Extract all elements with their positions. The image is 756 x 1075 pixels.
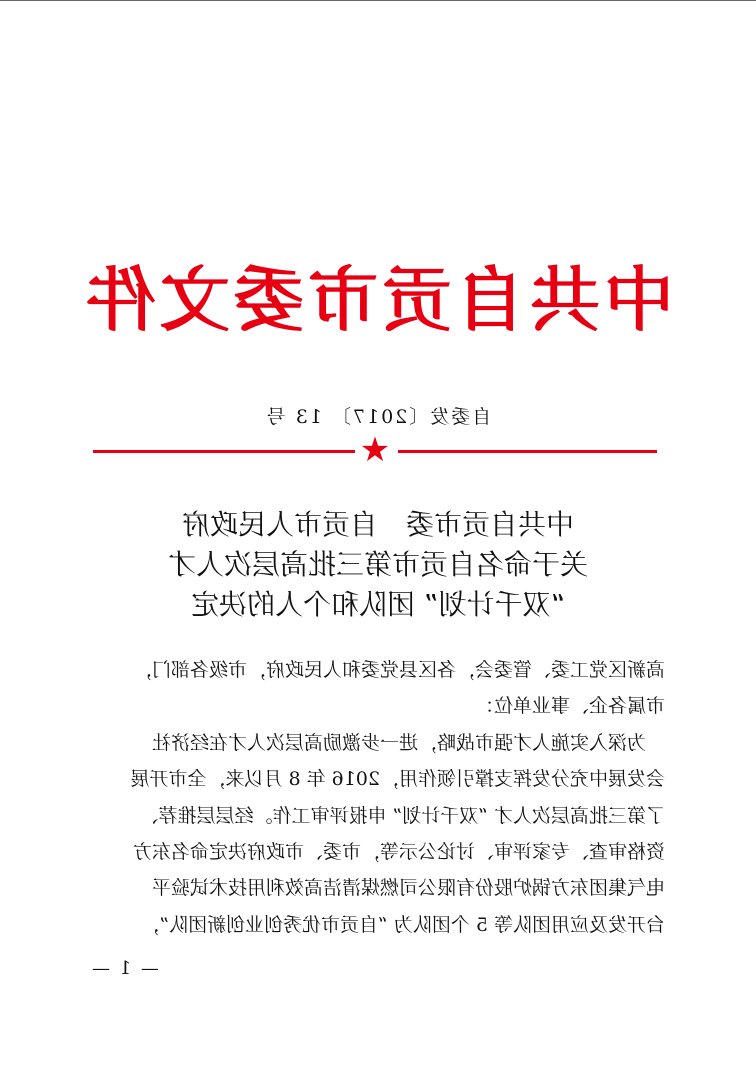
body-line: 了第三批高层次人才 “双千计划” 申报评审工作。经层层推荐、 bbox=[139, 804, 665, 827]
body-line: 为深入实施人才强市战略，进一步激励高层次人才在经济社 bbox=[151, 731, 665, 754]
title-line: 中共自贡市委 自贡市人民政府 bbox=[182, 508, 575, 541]
title-line: 关于命名自贡市第三批高层次人才 bbox=[168, 548, 589, 581]
body-line: 台开发及应用团队等 5 个团队为 “自贡市优秀创业创新团队”， bbox=[140, 913, 665, 936]
body-line: 电气集团东方锅炉股份有限公司燃煤清洁高效利用技术试验平 bbox=[151, 877, 665, 900]
document-body bbox=[93, 652, 665, 943]
red-rule-left bbox=[93, 450, 355, 453]
red-masthead: 中共自贡市委文件 bbox=[82, 259, 674, 341]
red-rule-right bbox=[398, 450, 657, 453]
page-number: — 1 — bbox=[90, 958, 159, 979]
body-line: 资格审查、专家评审、讨论公示等，市委、市政府决定命名东方 bbox=[132, 840, 665, 863]
recipients-line: 市属各企、事业单位： bbox=[474, 695, 665, 718]
red-star-icon: ★ bbox=[359, 430, 391, 470]
top-border bbox=[0, 0, 756, 1]
recipients-line: 高新区党工委、管委会，各区县党委和人民政府，市级各部门， bbox=[132, 659, 665, 681]
body-line: 会发展中充分发挥支撑引领作用，2016 年 8 月以来，全市开展 bbox=[130, 768, 665, 791]
title-line: “双千计划” 团队和个人的决定 bbox=[191, 588, 565, 621]
document-title bbox=[80, 505, 676, 625]
document-number: 自委发〔2017〕 13 号 bbox=[264, 406, 492, 428]
